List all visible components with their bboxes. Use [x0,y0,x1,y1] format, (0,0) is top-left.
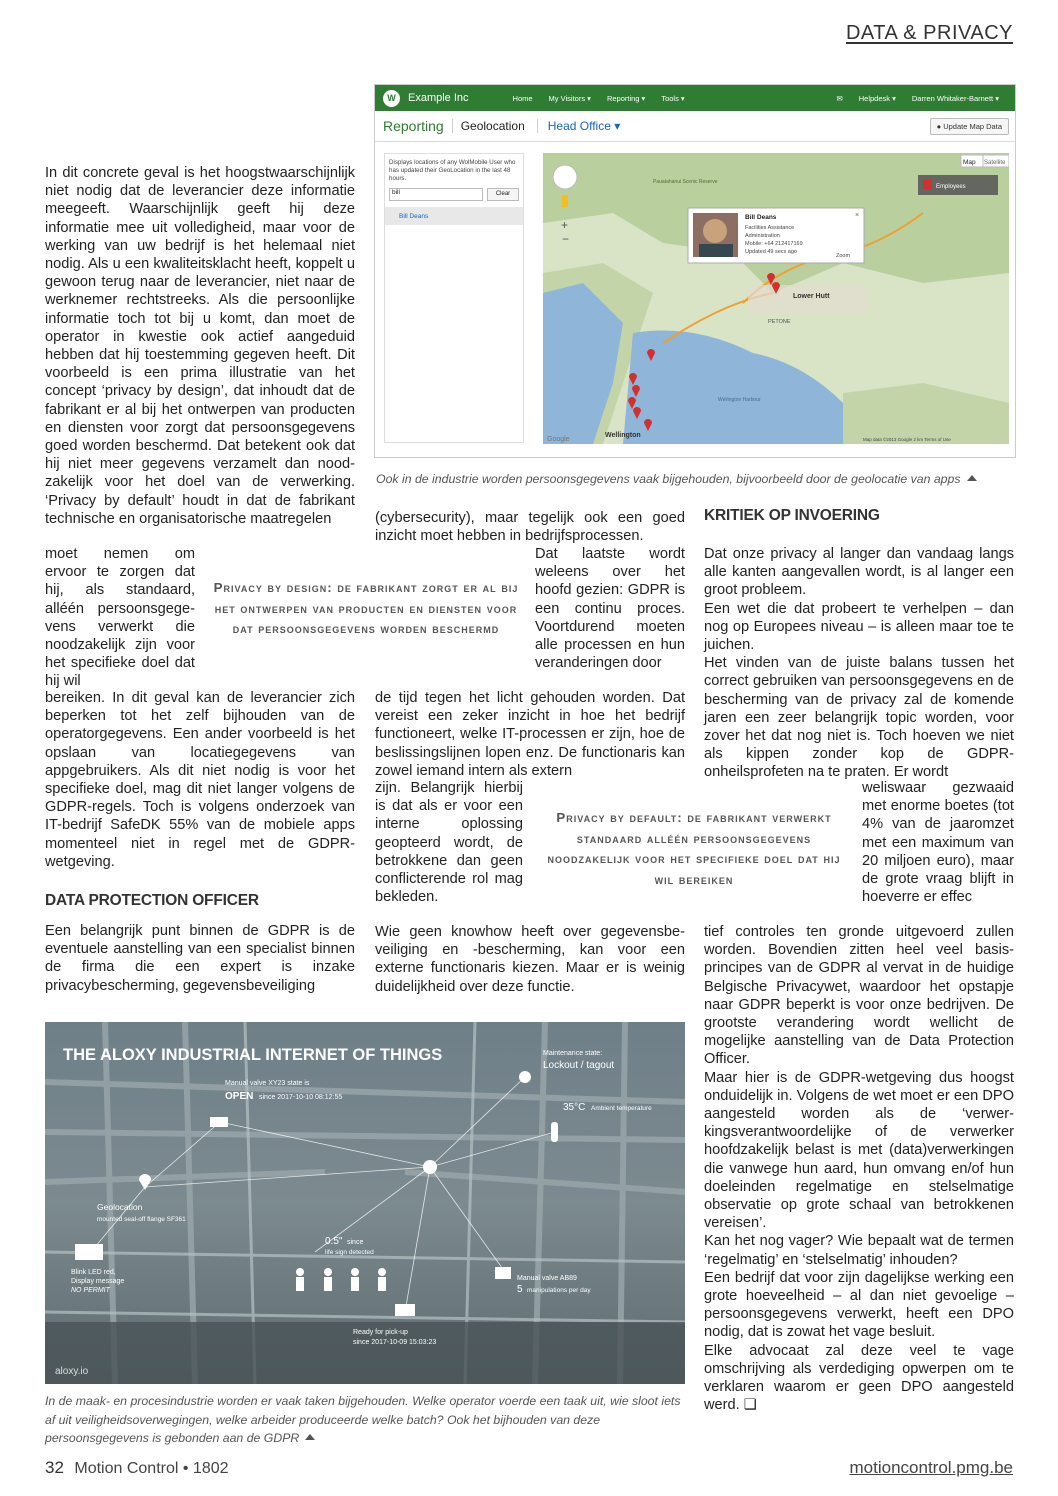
geolocation-title: Geolocation [452,119,537,133]
triangle-icon [305,1434,315,1440]
result-item[interactable] [385,207,523,225]
legend-employees: Employees [936,184,966,190]
industrial-title: THE ALOXY INDUSTRIAL INTERNET OF THINGS [63,1046,443,1064]
temp-label: Ambient temperature [591,1105,652,1112]
place-lower-hutt: Lower Hutt [793,293,830,300]
valve2-value: 5 [517,1284,523,1295]
blink-line-1: Blink LED red, [71,1269,116,1276]
maint-label: Maintenance state: [543,1050,603,1057]
app-topbar [375,85,1015,111]
column-3-para-1: Dat onze privacy al langer dan vandaag langs alle kanten aangevallen wordt, is al langer een groot probleem. [704,546,1014,599]
column-1-dpo: Een belangrijk punt binnen de GDPR is de eventuele aanstelling van een specialist binnen de firma die een expert is inzake privacybescherming, gegevensbeveiliging [45,923,355,994]
result-label: Bill Deans [399,212,429,220]
column-3-para-2: Een wet die dat probeert te verhelpen – dan nog op Europees niveau – is alleen maar toe te juichen. [704,600,1014,654]
gear-icon [423,1160,437,1174]
geo-label: Geolocation [97,1202,143,1212]
column-3-para-5: Maar hier is de GDPR-wetgeving dus hoogst onduidelijk in. Volgens de wet moet er een DPO aangesteld worden als de ‘verwerkingsverantwoordelijke of de verwerker hoofdzakelijk belast is met (data)verwerkingen die vanwege hun aard, hun omvang en/of hun doeleinden regelmatige en stelselmatige observatie op grote schaal van betrokkenen vereisen’. [704,1069,1014,1232]
valve2-label: Manual valve AB89 [517,1275,577,1282]
popup-line-4: Updated 49 secs ago [745,249,797,255]
nav-my-visitors[interactable]: My Visitors ▾ [548,93,591,103]
since-value: 0.5" [325,1236,343,1247]
column-3-para-3: Het vinden van de juiste balans tussen het correct gebruiken van persoonsgegevens en de bescherming van de privacy zal de komende jaren een zeer belangrijk topic worden, voor zover het dat nog niet is. Toch hoeven we niet als kippen zonder kop de GDPR-onheilsprofeten na te praten. Er wordt [704,655,1014,781]
search-input[interactable]: bill [389,188,483,201]
valve-2-icon [495,1267,511,1279]
column-1-narrow: moet nemen om ervoor te zorgen dat hij, als standaard, alléén persoonsgegevens verwerkt die noodzakelijk zijn voor het specifieke doel dat hij wil [45,546,195,690]
reporting-title: Reporting [383,118,444,134]
column-3-para-8: Elke advocaat zal deze veel te vage omschrijving als verdediging opwerpen om te verklaren waarom er geen DPO aangesteld werd. ❑ [704,1342,1014,1414]
google-logo: Google [547,436,570,443]
valve1-label: Manual valve XY23 state is [225,1080,310,1087]
page-number: 32 [45,1458,64,1477]
screenshot-figure [374,84,1016,458]
thermometer-icon [551,1122,558,1142]
heading-kritiek: KRITIEK OP INVOERING [704,507,880,524]
column-3-narrow: weliswaar gezwaaid met enorme boetes (tot 4% van de jaaromzet met een maximum van 20 miljoen euro), maar de grote vraag blijft in hoeverre er effec [862,780,1014,906]
popup-line-1: Facilities Assistance [745,225,795,231]
map-footer: Map data ©2013 Google 2 km Terms of Use [863,437,951,442]
map-canvas [543,153,1009,444]
temp-value: 35°C [563,1102,586,1113]
pullquote-design: Privacy by design: de fabrikant zorgt er al bij het ontwerpen van producten en diensten voor dat persoonsgegevens worden beschermd [213,580,519,636]
caption-2-text: In de maak- en procesindustrie worden er vaak taken bijgehouden. Welke operator voerde een taak uit, wie sloot iets af uit veiligheidsoverwegingen, welke arbeider produceerde welke batch? Ook het bijhouden van deze persoonsgegevens is gebonden aan de GDPR [45,1394,681,1445]
column-3-text-2 [704,923,1014,1414]
heading-dpo: DATA PROTECTION OFFICER [45,892,259,909]
column-2-mid: de tijd tegen het licht gehouden worden. Dat vereist een zeker inzicht in hoe het bedrijf functioneert, welke IT-processen er zijn, hoe de beslissingslijnen lopen enz. De functionaris kan zowel iemand intern als extern [375,690,685,779]
panel-description: Displays locations of any WolMobile User who has updated their GeoLocation in the last 48 hours. [389,159,516,182]
section-tag: DATA & PRIVACY [845,22,1013,44]
filter-panel [384,153,524,443]
column-2-narrow-1: Dat laatste wordt weleens over het hoofd gezien: GDPR is een continu proces. Voortdurend moeten alle processen en hun veranderingen door [535,546,685,672]
map-view[interactable] [543,153,1009,444]
pickup-line-1: Ready for pick-up [353,1329,408,1336]
column-3-para-6: Kan het nog vager? Wie bepaalt wat de termen ‘regelmatig’ en ‘stelselmatig’ inhouden? [704,1233,1014,1268]
valve1-value: OPEN [225,1091,254,1102]
column-1-text-2: bereiken. In dit geval kan de leverancier zich beperken tot het zelf bijhouden van de operatorgegevens. Een ander voorbeeld is het opslaan van locatiegegevens van appgebruikers. Als dit niet nodig is voor het specifieke doel, mag dit niet langer volgens de GDPR-regels. Toch is volgens onderzoek van IT-bedrijf SafeDK 55% van de mobiele apps momenteel niet in regel met de GDPR-wetgeving. [45,690,355,870]
nav-reporting[interactable]: Reporting ▾ [606,93,646,103]
caption-2 [45,1392,685,1448]
valve-icon [210,1117,228,1127]
column-2-end: Wie geen knowhow heeft over gegevensbeveiliging en -bescherming, kan voor een externe functionaris kiezen. Maar er is weinig duidelijkheid over deze functie. [375,924,685,995]
column-1-text: In dit concrete geval is het hoogstwaarschijnlijk niet nodig dat de leverancier deze informatie meegeeft. Waarschijnlijk geeft hij deze informatie mee uit volledigheid, maar voor de werking van uw bedrijf is het helemaal niet nodig. Als u een kwaliteitsklacht heeft, koppelt u gewoon terug naar de leverancier, niet naar de werknemer rechtstreeks. Als die persoonlijke informatie toch tot bij u komt, dan moet de operator in kwestie ook actief aangeduid hebben dat hij toestemming gegeven heeft. Dit voorbeeld is een prima illustratie van het concept ‘privacy by design’, dat inhoudt dat de fabrikant er al bij het ontwerpen van producten en diensten voor zorgt dat persoonsgegevens goed worden beschermd. Dat betekent ook dat hij niet meer gegevens verzamelt dan noodzakelijk voor het doel van de verwerking. ‘Privacy by default’ houdt in dat de fabrikant technische en organisatorische maatregelen [45,165,355,527]
app-logo-icon: W [383,90,400,107]
valve2-rest: manipulations per day [527,1287,591,1294]
geo-rest: mounted seal-off flange SF361 [97,1216,186,1223]
place-harbour: Wellington Harbour [718,397,761,403]
svg-text:×: × [855,212,860,219]
mail-icon[interactable]: ✉ [836,93,843,103]
column-2-top: (cybersecurity), maar tegelijk ook een goed inzicht moet hebben in bedrijfsprocessen. [375,510,685,545]
magazine-name: Motion Control • 1802 [74,1460,229,1477]
place-wellington: Wellington [605,432,641,439]
column-3-para-4: tief controles ten gronde uitgevoerd zullen worden. Bovendien zitten heel veel basisprincipes van de GDPR al vervat in de huidige Belgische Privacywet, waardoor het opstapje naar GDPR beperkt is voor onze bedrijven. De grootste verandering wordt wellicht de mogelijke aanstelling van de Data Protection Officer. [704,924,1014,1068]
satellite-button: Satellite [984,160,1006,166]
industrial-figure [45,1022,685,1384]
popup-name: Bill Deans [745,214,777,221]
since-label: since [347,1239,364,1246]
clear-button[interactable]: Clear [487,188,519,201]
truck-icon [395,1304,415,1316]
popup-line-2: Administration [745,233,780,239]
maint-value: Lockout / tagout [543,1060,615,1071]
svg-text:−: − [562,232,570,246]
nav-helpdesk[interactable]: Helpdesk ▾ [858,93,896,103]
footer-url[interactable]: motioncontrol.pmg.be [849,1458,1013,1477]
column-2-narrow-2: zijn. Belangrijk hierbij is dat als er voor een interne oplossing geopteerd wordt, de betrokkene dan geen conflicterende rol mag bekleden. [375,780,523,906]
since-rest: life sign detected [325,1249,374,1256]
industrial-image [45,1022,685,1384]
svg-text:+: + [561,218,569,232]
place-petone: PETONE [768,319,791,325]
app-subbar [375,111,1015,142]
column-3-text [704,545,1014,782]
update-map-button[interactable]: ● Update Map Data [930,118,1009,135]
map-button: Map [963,159,976,166]
app-brand: Example Inc [408,92,469,104]
caption-1-text: Ook in de industrie worden persoonsgegevens vaak bijgehouden, bijvoorbeeld door de geolocatie van apps [376,472,961,486]
blink-line-3: NO PERMIT [71,1287,110,1294]
valve1-since: since 2017-10-10 08:12:55 [259,1094,343,1101]
footer-left [45,1458,229,1478]
head-office-dropdown[interactable]: Head Office ▾ [537,119,621,133]
nav-tools[interactable]: Tools ▾ [661,93,685,103]
update-map-label: Update Map Data [943,121,1002,131]
pickup-line-2: since 2017-10-09 15:03:23 [353,1339,437,1346]
nav-user[interactable]: Darren Whitaker-Barnett ▾ [911,93,999,103]
nav-home[interactable]: Home [512,93,533,103]
pullquote-default: Privacy by default: de fabrikant verwerkt standaard alléén persoonsgegevens noodzakelijk voor het specifieke doel dat hij wil bereiken [547,810,841,887]
popup-line-3: Mobile: +64 212417169 [745,241,803,247]
aloxy-logo: aloxy.io [55,1366,89,1377]
display-icon [75,1244,103,1260]
place-reserve: Pauatahanui Scenic Reserve [653,179,718,185]
blink-line-2: Display message [71,1278,125,1285]
settings-icon [519,1071,531,1083]
triangle-icon [967,475,977,481]
popup-zoom: Zoom [836,253,851,259]
caption-1 [376,470,1016,489]
column-3-para-7: Een bedrijf dat voor zijn dagelijkse werking een grote hoeveelheid – al dan niet gevoelige – persoonsgegevens verwerkt, heeft een DPO nodig, dat is zowat het vage besluit. [704,1269,1014,1341]
